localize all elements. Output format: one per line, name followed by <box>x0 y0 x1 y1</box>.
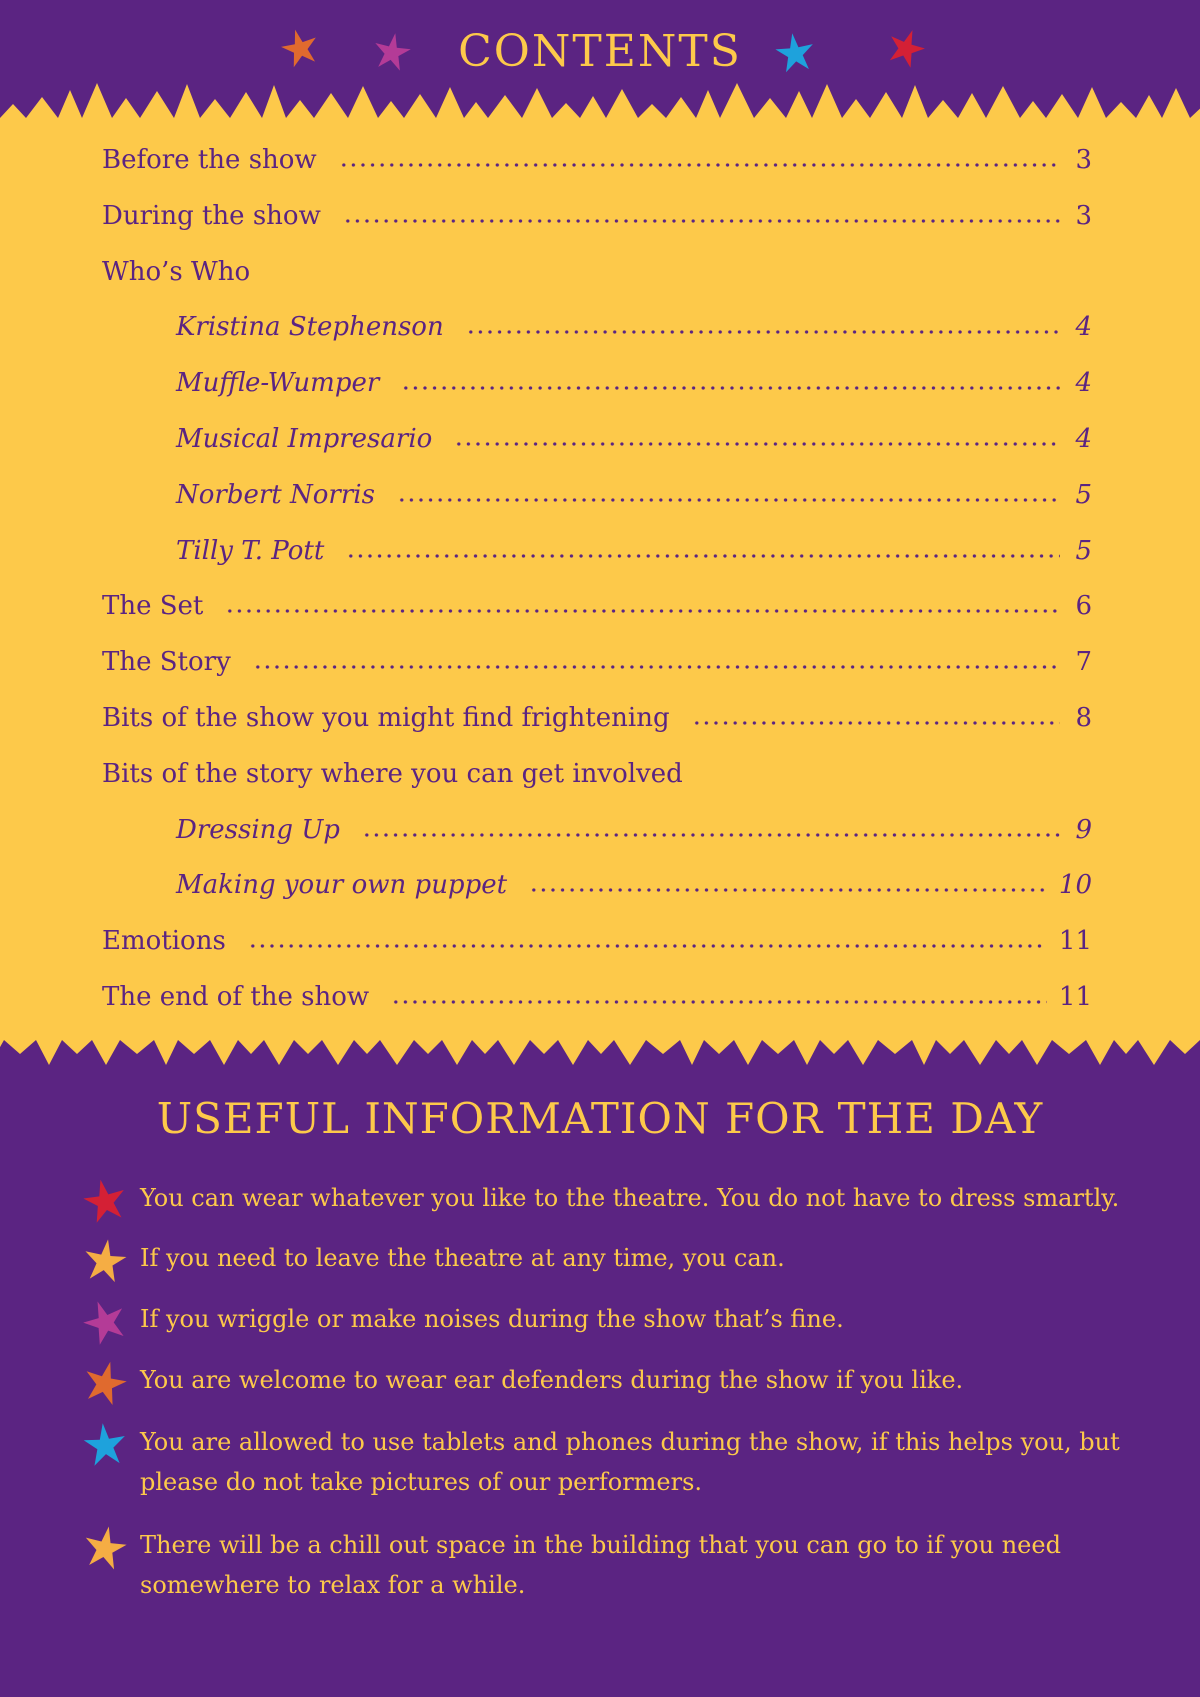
toc-leader-dots <box>339 163 1060 167</box>
toc-entry-label: The end of the show <box>102 982 370 1012</box>
toc-entry <box>102 252 1092 292</box>
star-bullet-icon <box>82 1238 128 1284</box>
contents-panel <box>0 70 1200 1080</box>
toc-leader-dots <box>343 219 1060 223</box>
toc-entry <box>176 363 1092 403</box>
toc-entry-page: 9 <box>1075 814 1092 845</box>
toc-entry-label: The Set <box>102 591 204 622</box>
toc-entry-label: Dressing Up <box>176 814 340 845</box>
info-bullet-item <box>140 1360 1150 1400</box>
toc-entry-label: Bits of the show you might find frightening <box>102 703 670 733</box>
toc-entry-label: The Story <box>102 647 231 678</box>
info-bullet-text: If you wriggle or make noises during the show that’s fine. <box>140 1305 844 1333</box>
toc-entry <box>102 196 1092 236</box>
toc-entry <box>102 921 1092 961</box>
toc-leader-dots <box>692 721 1060 725</box>
info-title: USEFUL INFORMATION FOR THE DAY <box>156 1094 1044 1143</box>
toc-entry-label: Before the show <box>102 145 317 175</box>
info-bullet-text: If you need to leave the theatre at any time, you can. <box>140 1244 785 1272</box>
toc-entry-page: 11 <box>1058 982 1092 1012</box>
toc-entry-page: 8 <box>1075 703 1092 733</box>
toc-entry-page: 3 <box>1075 145 1092 175</box>
info-bullet-item <box>140 1238 1150 1278</box>
star-bullet-icon <box>82 1360 128 1406</box>
toc-entry-label: Bits of the story where you can get involved <box>102 758 683 789</box>
contents-title: CONTENTS <box>458 26 742 77</box>
info-bullet-text: You are welcome to wear ear defenders during the show if you like. <box>140 1366 964 1394</box>
toc-entry-page: 10 <box>1058 870 1092 901</box>
info-bullet-text: You are allowed to use tablets and phones during the show, if this helps you, but please do not take pictures of our performers. <box>140 1428 1120 1496</box>
toc-entry <box>102 140 1092 180</box>
star-bullet-icon <box>82 1422 128 1468</box>
toc-leader-dots <box>397 498 1060 502</box>
toc-entry <box>176 531 1092 571</box>
toc-entry-page: 11 <box>1058 926 1092 957</box>
toc-leader-dots <box>391 1000 1047 1004</box>
toc-leader-dots <box>454 442 1060 446</box>
toc-entry <box>176 475 1092 515</box>
toc-leader-dots <box>529 888 1047 892</box>
toc-entry <box>176 865 1092 905</box>
toc-entry-label: Who’s Who <box>102 256 251 287</box>
toc-entry <box>176 810 1092 850</box>
toc-entry-page: 4 <box>1075 312 1092 343</box>
toc-entry-label: Making your own puppet <box>176 870 508 901</box>
toc-entry-label: Muffle-Wumper <box>176 368 380 399</box>
toc-entry <box>102 754 1092 794</box>
toc-entry-page: 4 <box>1075 424 1092 454</box>
info-bullet-item <box>140 1422 1150 1502</box>
toc-leader-dots <box>401 386 1060 390</box>
toc-leader-dots <box>346 554 1060 558</box>
toc-entry <box>102 642 1092 682</box>
toc-entry-label: Emotions <box>102 926 226 957</box>
toc-entry-label: Musical Impresario <box>176 424 433 454</box>
info-bullet-text: You can wear whatever you like to the theatre. You do not have to dress smartly. <box>140 1184 1120 1212</box>
toc-entry-label: Tilly T. Pott <box>176 535 325 566</box>
info-bullet-item <box>140 1178 1150 1218</box>
toc-leader-dots <box>225 609 1060 613</box>
info-bullet-item <box>140 1299 1150 1339</box>
toc-entry-page: 5 <box>1075 535 1092 566</box>
toc-entry-page: 6 <box>1075 591 1092 622</box>
star-bullet-icon <box>82 1178 128 1224</box>
toc-entry <box>102 586 1092 626</box>
toc-entry <box>102 698 1092 738</box>
toc-leader-dots <box>248 944 1047 948</box>
toc-entry-page: 4 <box>1075 368 1092 399</box>
star-bullet-icon <box>82 1525 128 1571</box>
toc-leader-dots <box>466 330 1060 334</box>
toc-entry <box>176 419 1092 459</box>
info-bullet-text: There will be a chill out space in the building that you can go to if you need somewhere to relax for a while. <box>140 1531 1061 1599</box>
toc-leader-dots <box>362 833 1060 837</box>
info-bullet-item <box>140 1525 1150 1605</box>
toc-entry-page: 5 <box>1075 479 1092 510</box>
toc-entry-label: Kristina Stephenson <box>176 312 444 343</box>
toc-entry-label: During the show <box>102 200 321 231</box>
toc-leader-dots <box>253 665 1060 669</box>
toc-entry <box>176 307 1092 347</box>
toc-entry-page: 3 <box>1075 200 1092 231</box>
toc-entry-label: Norbert Norris <box>176 479 375 510</box>
toc-entry-page: 7 <box>1075 647 1092 678</box>
star-bullet-icon <box>82 1299 128 1345</box>
toc-entry <box>102 977 1092 1017</box>
